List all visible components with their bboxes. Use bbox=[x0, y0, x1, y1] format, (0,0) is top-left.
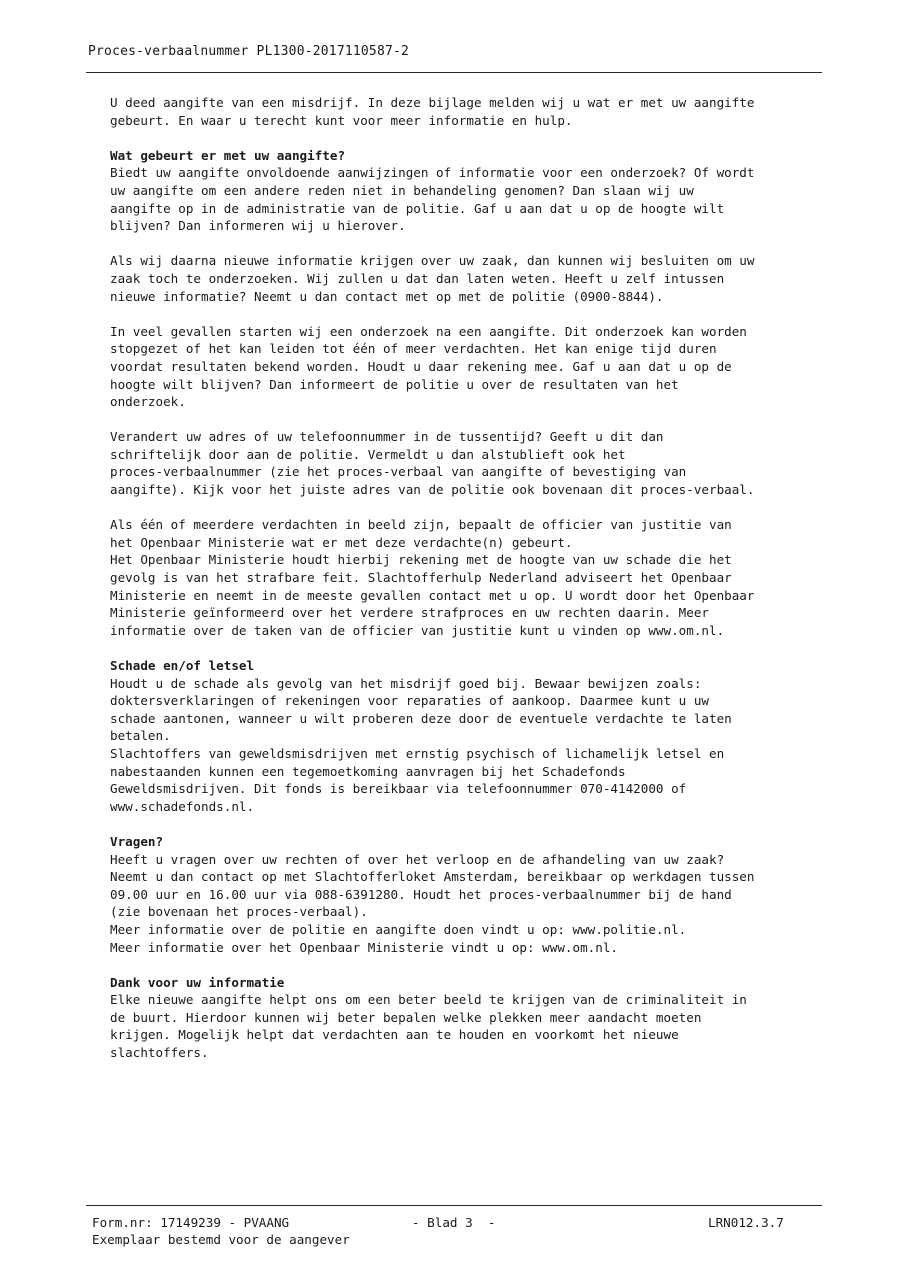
text-line: informatie over de taken van de officier van justitie kunt u vinden op www.om.nl. bbox=[110, 622, 725, 638]
text-line: Als wij daarna nieuwe informatie krijgen over uw zaak, dan kunnen wij besluiten om uw bbox=[110, 253, 755, 269]
text-line: U deed aangifte van een misdrijf. In deze bijlage melden wij u wat er met uw aangifte bbox=[110, 95, 755, 110]
section-heading: Dank voor uw informatie bbox=[110, 974, 285, 990]
text-line: Ministerie en neemt in de meeste gevallen contact met u op. U wordt door het Openbaar bbox=[110, 587, 755, 603]
text-line: Geweldsmisdrijven. Dit fonds is bereikbaar via telefoonnummer 070-4142000 of bbox=[110, 781, 687, 797]
page-footer bbox=[92, 1214, 812, 1248]
paragraph bbox=[110, 516, 830, 639]
footer-divider bbox=[86, 1205, 822, 1206]
text-line: gebeurt. En waar u terecht kunt voor meer informatie en hulp. bbox=[110, 112, 573, 128]
text-line: stopgezet of het kan leiden tot één of meer verdachten. Het kan enige tijd duren bbox=[110, 341, 717, 357]
paragraph bbox=[110, 252, 830, 305]
text-line: Houdt u de schade als gevolg van het misdrijf goed bij. Bewaar bewijzen zoals: bbox=[110, 675, 702, 691]
text-line: hoogte wilt blijven? Dan informeert de politie u over de resultaten van het bbox=[110, 376, 679, 392]
header-divider bbox=[86, 72, 822, 73]
text-line: betalen. bbox=[110, 728, 171, 744]
text-line: schriftelijk door aan de politie. Vermeldt u dan alstublieft ook het bbox=[110, 446, 626, 462]
text-line: slachtoffers. bbox=[110, 1045, 209, 1061]
text-line: Heeft u vragen over uw rechten of over het verloop en de afhandeling van uw zaak? bbox=[110, 851, 725, 867]
text-line: het Openbaar Ministerie wat er met deze verdachte(n) gebeurt. bbox=[110, 534, 573, 550]
document-body bbox=[110, 94, 830, 1079]
text-line: onderzoek. bbox=[110, 394, 186, 410]
text-line: uw aangifte om een andere reden niet in behandeling genomen? Dan slaan wij uw bbox=[110, 182, 694, 198]
proces-verbaal-number: Proces-verbaalnummer PL1300-2017110587-2 bbox=[88, 44, 410, 59]
section-what-happens bbox=[110, 147, 830, 235]
text-line: de buurt. Hierdoor kunnen wij beter bepalen welke plekken meer aandacht moeten bbox=[110, 1009, 702, 1025]
paragraph bbox=[110, 323, 830, 411]
text-line: voordat resultaten bekend worden. Houdt u daar rekening mee. Gaf u aan dat u op de bbox=[110, 358, 732, 374]
text-line: krijgen. Mogelijk helpt dat verdachten aan te houden en voorkomt het nieuwe bbox=[110, 1027, 679, 1043]
page-number: - Blad 3 - bbox=[412, 1215, 496, 1230]
copy-note: Exemplaar bestemd voor de aangever bbox=[92, 1232, 350, 1247]
text-line: Meer informatie over de politie en aangifte doen vindt u op: www.politie.nl. bbox=[110, 921, 687, 937]
text-line: www.schadefonds.nl. bbox=[110, 798, 255, 814]
text-line: (zie bovenaan het proces-verbaal). bbox=[110, 904, 368, 920]
text-line: aangifte op in de administratie van de politie. Gaf u aan dat u op de hoogte wilt bbox=[110, 200, 725, 216]
text-line: Neemt u dan contact op met Slachtofferloket Amsterdam, bereikbaar op werkdagen tussen bbox=[110, 869, 755, 885]
text-line: Slachtoffers van geweldsmisdrijven met ernstig psychisch of lichamelijk letsel en bbox=[110, 745, 725, 761]
text-line: proces-verbaalnummer (zie het proces-verbaal van aangifte of bevestiging van bbox=[110, 464, 687, 480]
section-damage-injury bbox=[110, 657, 830, 815]
intro-paragraph bbox=[110, 94, 830, 129]
text-line: doktersverklaringen of rekeningen voor reparaties of aankoop. Daarmee kunt u uw bbox=[110, 693, 709, 709]
section-thanks bbox=[110, 974, 830, 1062]
text-line: nabestaanden kunnen een tegemoetkoming aanvragen bij het Schadefonds bbox=[110, 763, 626, 779]
form-number: Form.nr: 17149239 - PVAANG bbox=[92, 1215, 290, 1230]
section-heading: Vragen? bbox=[110, 833, 164, 849]
text-line: Meer informatie over het Openbaar Ministerie vindt u op: www.om.nl. bbox=[110, 939, 618, 955]
section-questions bbox=[110, 833, 830, 956]
page-header bbox=[88, 44, 828, 59]
text-line: nieuwe informatie? Neemt u dan contact met op met de politie (0900-8844). bbox=[110, 288, 664, 304]
text-line: Verandert uw adres of uw telefoonnummer in de tussentijd? Geeft u dit dan bbox=[110, 429, 664, 445]
text-line: gevolg is van het strafbare feit. Slachtofferhulp Nederland adviseert het Openbaar bbox=[110, 570, 732, 586]
text-line: Het Openbaar Ministerie houdt hierbij rekening met de hoogte van uw schade die het bbox=[110, 552, 732, 568]
section-heading: Wat gebeurt er met uw aangifte? bbox=[110, 147, 346, 163]
text-line: In veel gevallen starten wij een onderzoek na een aangifte. Dit onderzoek kan worden bbox=[110, 323, 747, 339]
text-line: zaak toch te onderzoeken. Wij zullen u dat dan laten weten. Heeft u zelf intussen bbox=[110, 270, 725, 286]
text-line: Als één of meerdere verdachten in beeld zijn, bepaalt de officier van justitie van bbox=[110, 517, 732, 533]
paragraph bbox=[110, 428, 830, 498]
form-version: LRN012.3.7 bbox=[708, 1215, 784, 1230]
text-line: Biedt uw aangifte onvoldoende aanwijzingen of informatie voor een onderzoek? Of wordt bbox=[110, 165, 755, 181]
text-line: blijven? Dan informeren wij u hierover. bbox=[110, 218, 406, 234]
text-line: schade aantonen, wanneer u wilt proberen deze door de eventuele verdachte te laten bbox=[110, 710, 732, 726]
section-heading: Schade en/of letsel bbox=[110, 658, 255, 673]
text-line: aangifte). Kijk voor het juiste adres van de politie ook bovenaan dit proces-verbaal. bbox=[110, 482, 755, 498]
text-line: Elke nieuwe aangifte helpt ons om een beter beeld te krijgen van de criminaliteit in bbox=[110, 992, 747, 1008]
text-line: Ministerie geïnformeerd over het verdere strafproces en uw rechten daarin. Meer bbox=[110, 605, 709, 621]
text-line: 09.00 uur en 16.00 uur via 088-6391280. Houdt het proces-verbaalnummer bij de hand bbox=[110, 886, 732, 902]
